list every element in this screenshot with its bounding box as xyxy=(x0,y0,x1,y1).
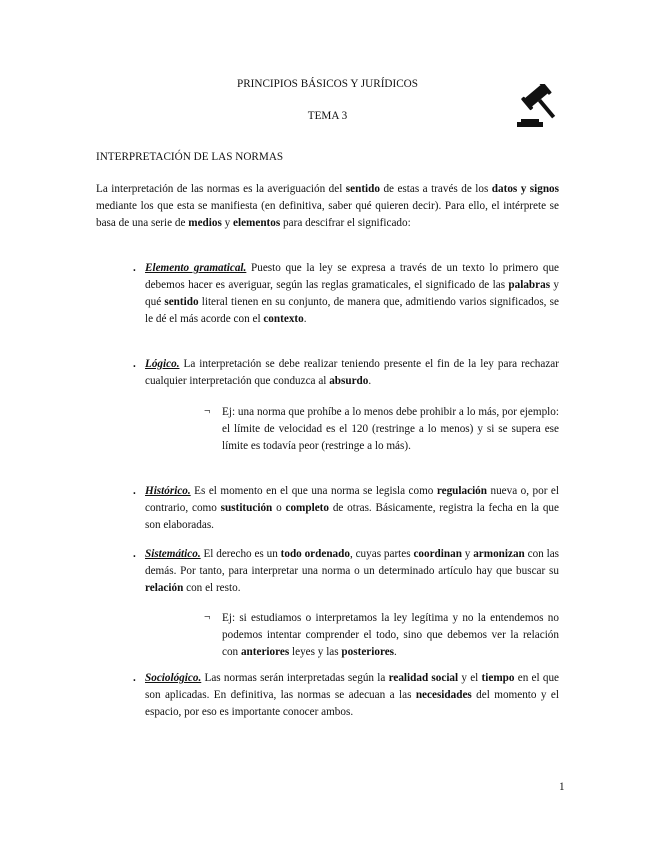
list-item-historico: Histórico. Es el momento en el que una norma se legisla como regulación nueva o, por el contrario, como sustitución o completo de otras. Básicamente, registra la fecha en la que son elaboradas. xyxy=(145,485,560,531)
sub-bullet-marker: ¬ xyxy=(204,405,211,417)
bullet-marker: . xyxy=(133,485,136,497)
page-subtitle: TEMA 3 xyxy=(307,110,348,122)
list-item-sistematico: Sistemático. El derecho es un todo ordenado, cuyas partes coordinan y armonizan con las demás. Por tanto, para interpretar una norma o un determinado artículo hay que buscar su relación con el resto. xyxy=(145,548,560,594)
bullet-marker: . xyxy=(133,672,136,684)
bullet-marker: . xyxy=(133,548,136,560)
example-sistematico: Ej: si estudiamos o interpretamos la ley legítima y no la entendemos no podemos intentar comprender el todo, sino que debemos ver la relación con anteriores leyes y las posteriores. xyxy=(222,612,559,658)
page-number: 1 xyxy=(559,781,565,793)
example-logico: Ej: una norma que prohíbe a lo menos debe prohibir a lo más, por ejemplo: el límite de velocidad es el 120 (restringe a lo menos) y si se supera ese límite es todavía peor (restringe a lo más). xyxy=(222,406,559,452)
list-item-gramatical: Elemento gramatical. Puesto que la ley se expresa a través de un texto lo primero que debemos hacer es averiguar, según las reglas gramaticales, el significado de las palabras y qué sentido literal tienen en su conjunto, de manera que, admitiendo varios significados, se le dé el más acorde con el contexto. xyxy=(145,262,560,325)
intro-paragraph: La interpretación de las normas es la averiguación del sentido de estas a través de los datos y signos mediante los que esta se manifiesta (en definitiva, saber qué quieren decir). Para ello, el intérprete se basa de una serie de medios y elementos para descifrar el significado: xyxy=(96,183,559,229)
gavel-icon xyxy=(515,84,565,130)
page-title: PRINCIPIOS BÁSICOS Y JURÍDICOS xyxy=(236,78,418,90)
list-item-sociologico: Sociológico. Las normas serán interpretadas según la realidad social y el tiempo en el que son aplicadas. En definitiva, las normas se adecuan a las necesidades del momento y el espacio, por eso es importante conocer ambos. xyxy=(145,672,559,718)
bullet-marker: . xyxy=(133,262,136,274)
sub-bullet-marker: ¬ xyxy=(204,611,211,623)
bullet-marker: . xyxy=(133,358,136,370)
section-heading: INTERPRETACIÓN DE LAS NORMAS xyxy=(96,151,284,163)
list-item-logico: Lógico. La interpretación se debe realizar teniendo presente el fin de la ley para rechazar cualquier interpretación que conduzca al absurdo. xyxy=(145,358,559,387)
